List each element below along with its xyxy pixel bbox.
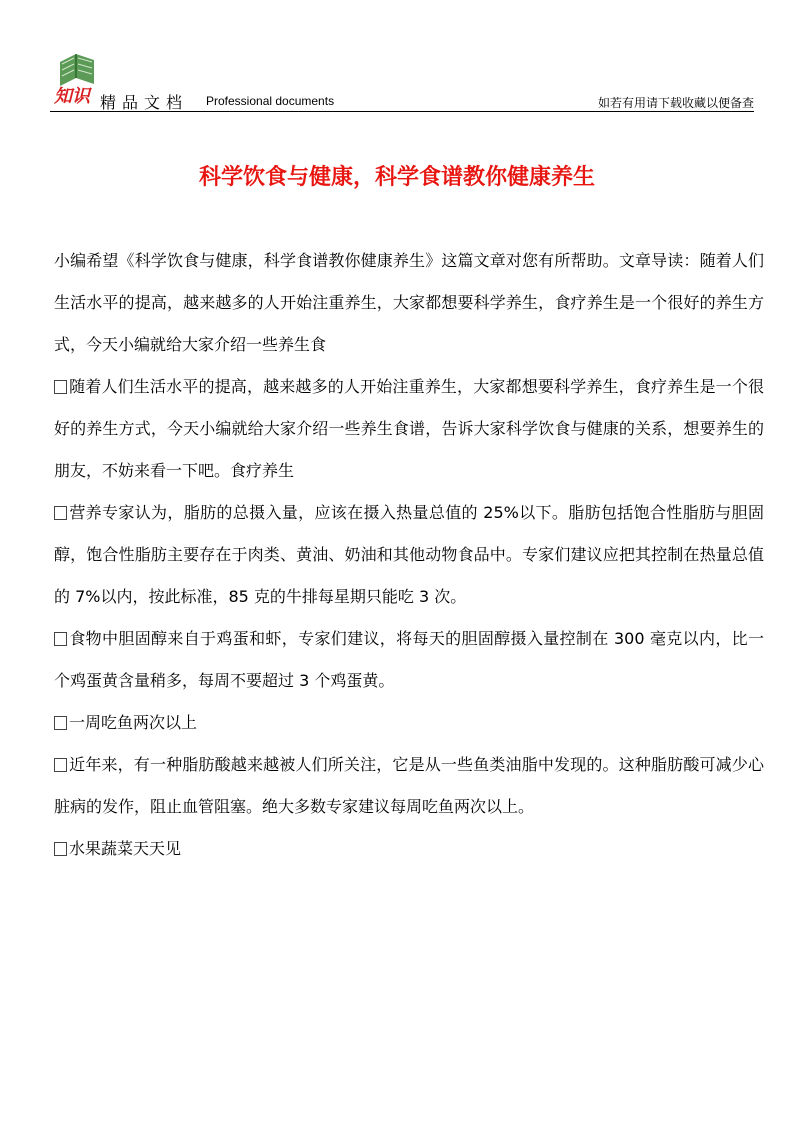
paragraph-1 bbox=[54, 366, 764, 492]
paragraph-text: 营养专家认为，脂肪的总摄入量，应该在摄入热量总值的 25%以下。脂肪包括饱合性脂肪与胆固醇，饱合性脂肪主要存在于肉类、黄油、奶油和其他动物食品中。专家们建议应把其控制在热量总值的 7%以内，按此标准，85 克的牛排每星期只能吃 3 次。 bbox=[54, 503, 764, 606]
checkbox-bullet-icon bbox=[54, 632, 67, 646]
checkbox-bullet-icon bbox=[54, 842, 67, 856]
paragraph-text: 一周吃鱼两次以上 bbox=[69, 713, 198, 732]
book-logo-icon bbox=[50, 48, 102, 108]
paragraph-text: 小编希望《科学饮食与健康，科学食谱教你健康养生》这篇文章对您有所帮助。文章导读：随着人们生活水平的提高，越来越多的人开始注重养生，大家都想要科学养生，食疗养生是一个很好的养生方式，今天小编就给大家介绍一些养生食 bbox=[54, 251, 764, 354]
document-title: 科学饮食与健康，科学食谱教你健康养生 bbox=[198, 165, 595, 190]
logo-text: 知识 bbox=[54, 86, 90, 107]
checkbox-bullet-icon bbox=[54, 506, 67, 520]
checkbox-bullet-icon bbox=[54, 716, 67, 730]
page-header bbox=[50, 48, 754, 112]
paragraph-6 bbox=[54, 828, 764, 870]
document-body bbox=[54, 240, 764, 870]
paragraph-intro bbox=[54, 240, 764, 366]
checkbox-bullet-icon bbox=[54, 758, 67, 772]
paragraph-text: 水果蔬菜天天见 bbox=[69, 839, 182, 858]
checkbox-bullet-icon bbox=[54, 380, 67, 394]
paragraph-3 bbox=[54, 618, 764, 702]
header-subtitle: Professional documents bbox=[206, 94, 335, 108]
paragraph-5 bbox=[54, 744, 764, 828]
paragraph-text: 近年来，有一种脂肪酸越来越被人们所关注，它是从一些鱼类油脂中发现的。这种脂肪酸可减少心脏病的发作，阻止血管阻塞。绝大多数专家建议每周吃鱼两次以上。 bbox=[54, 755, 764, 816]
header-title: 精品文档 bbox=[100, 93, 189, 112]
header-divider bbox=[50, 111, 754, 112]
paragraph-4 bbox=[54, 702, 764, 744]
paragraph-text: 食物中胆固醇来自于鸡蛋和虾，专家们建议，将每天的胆固醇摄入量控制在 300 毫克以内，比一个鸡蛋黄含量稍多，每周不要超过 3 个鸡蛋黄。 bbox=[54, 629, 764, 690]
paragraph-2 bbox=[54, 492, 764, 618]
header-right-note: 如若有用请下载收藏以便备查 bbox=[597, 96, 754, 110]
paragraph-text: 随着人们生活水平的提高，越来越多的人开始注重养生，大家都想要科学养生，食疗养生是一个很好的养生方式，今天小编就给大家介绍一些养生食谱，告诉大家科学饮食与健康的关系，想要养生的朋友，不妨来看一下吧。食疗养生 bbox=[54, 377, 764, 480]
